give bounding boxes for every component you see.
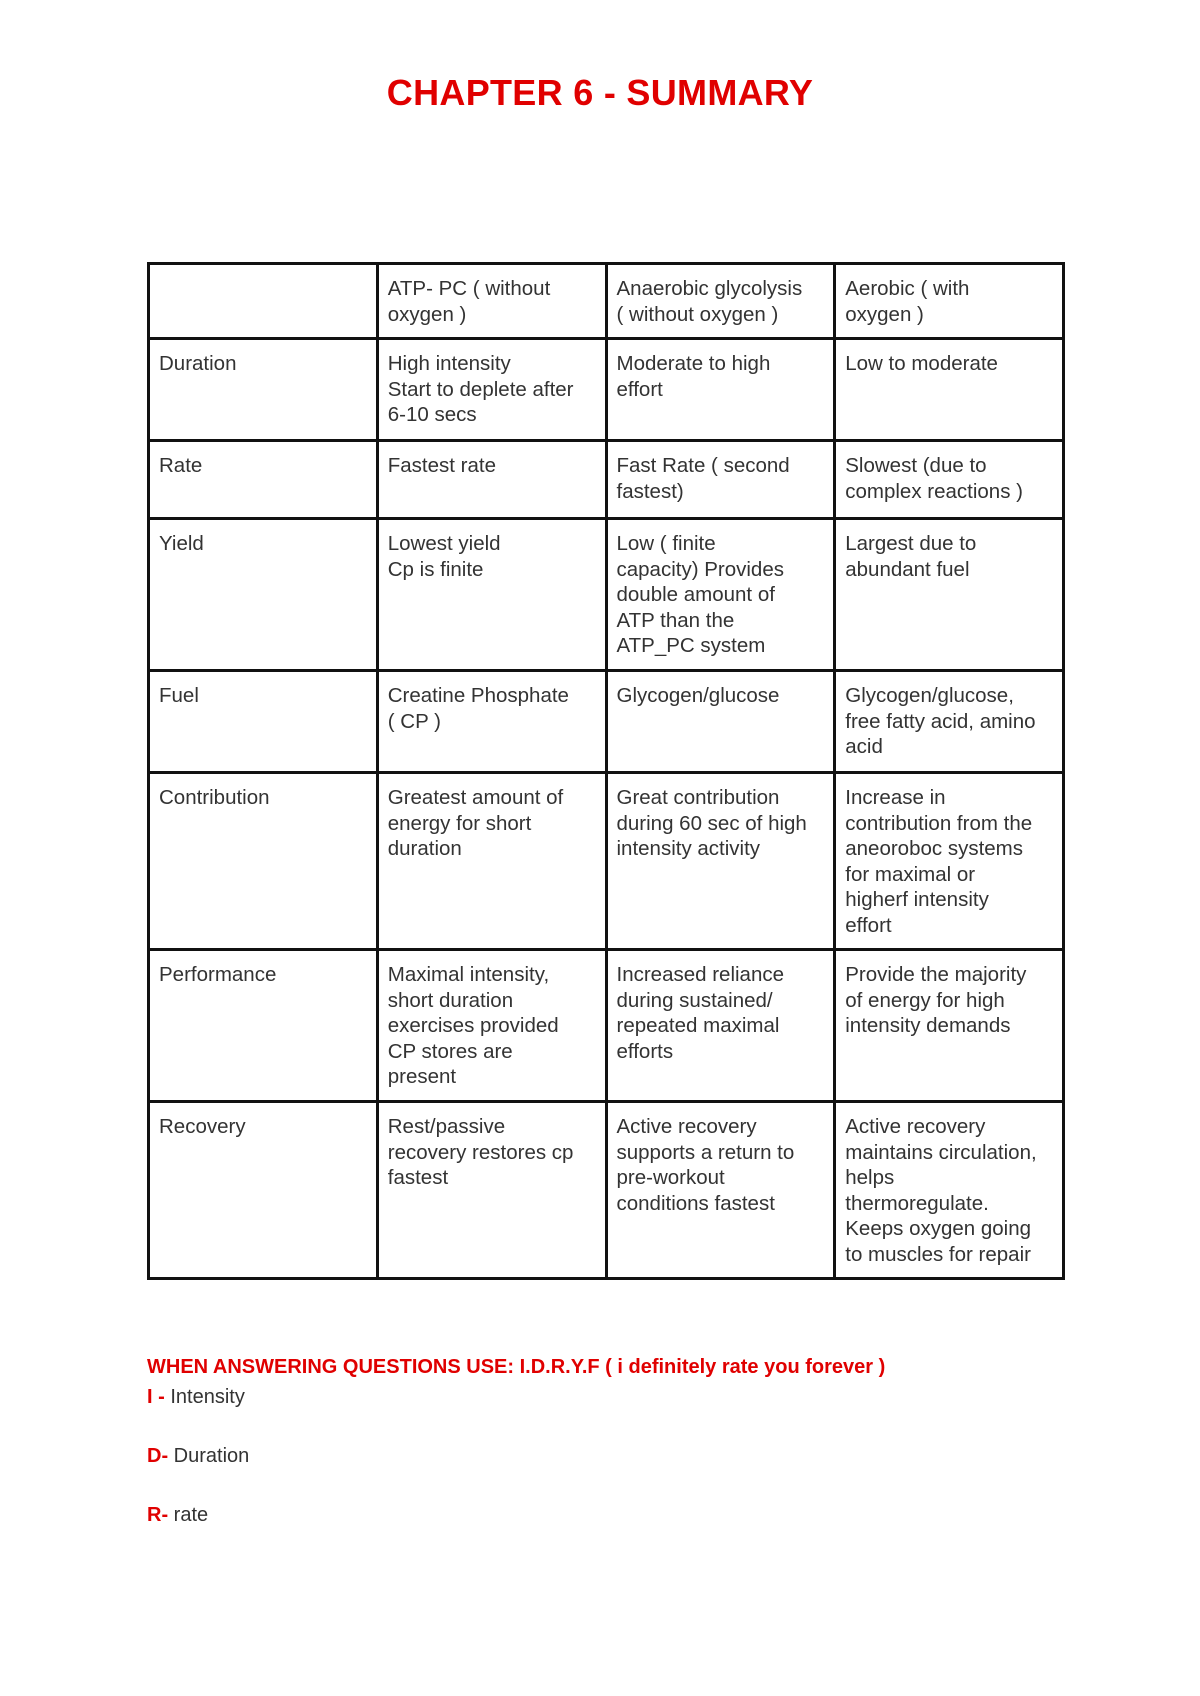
header-cell-empty <box>149 264 378 339</box>
table-cell: Great contribution during 60 sec of high intensity activity <box>606 773 835 950</box>
table-cell: Low ( finite capacity) Provides double amount of ATP than the ATP_PC system <box>606 519 835 671</box>
table-cell: Lowest yield Cp is finite <box>377 519 606 671</box>
table-cell: High intensity Start to deplete after 6-10 secs <box>377 339 606 441</box>
table-cell: Largest due to abundant fuel <box>835 519 1064 671</box>
row-label: Recovery <box>149 1102 378 1279</box>
table-cell: Slowest (due to complex reactions ) <box>835 441 1064 519</box>
table-cell: Active recovery maintains circulation, helps thermoregulate. Keeps oxygen going to muscles for repair <box>835 1102 1064 1279</box>
table-cell: Creatine Phosphate ( CP ) <box>377 671 606 773</box>
table-cell: Provide the majority of energy for high intensity demands <box>835 950 1064 1102</box>
table-cell: Increase in contribution from the aneoroboc systems for maximal or higherf intensity effort <box>835 773 1064 950</box>
mnemonic-section <box>147 1356 1097 1526</box>
table-cell: Fast Rate ( second fastest) <box>606 441 835 519</box>
mnemonic-letter: R- <box>147 1504 169 1526</box>
header-cell-anaerobic-glycolysis: Anaerobic glycolysis ( without oxygen ) <box>606 264 835 339</box>
mnemonic-item-rate <box>147 1504 208 1527</box>
table-row-recovery <box>149 1102 1064 1279</box>
table-row-yield <box>149 519 1064 671</box>
table-cell: Greatest amount of energy for short duration <box>377 773 606 950</box>
mnemonic-text: Intensity <box>164 1386 245 1408</box>
row-label: Fuel <box>149 671 378 773</box>
table-row-contribution <box>149 773 1064 950</box>
table-cell: Glycogen/glucose, free fatty acid, amino acid <box>835 671 1064 773</box>
mnemonic-heading: WHEN ANSWERING QUESTIONS USE: I.D.R.Y.F ( i definitely rate you forever ) <box>147 1356 886 1378</box>
header-cell-atp-pc: ATP- PC ( without oxygen ) <box>377 264 606 339</box>
table-row-rate <box>149 441 1064 519</box>
page-title: CHAPTER 6 - SUMMARY <box>386 72 814 113</box>
table-row-fuel <box>149 671 1064 773</box>
mnemonic-text: Duration <box>168 1445 250 1467</box>
table-cell: Active recovery supports a return to pre-workout conditions fastest <box>606 1102 835 1279</box>
mnemonic-letter: D- <box>147 1445 169 1467</box>
table-row-duration <box>149 339 1064 441</box>
header-cell-aerobic: Aerobic ( with oxygen ) <box>835 264 1064 339</box>
table-cell: Low to moderate <box>835 339 1064 441</box>
energy-systems-table <box>147 262 1065 1280</box>
table-cell: Rest/passive recovery restores cp fastest <box>377 1102 606 1279</box>
row-label: Performance <box>149 950 378 1102</box>
mnemonic-letter: I - <box>147 1386 165 1408</box>
row-label: Contribution <box>149 773 378 950</box>
row-label: Yield <box>149 519 378 671</box>
table-cell: Fastest rate <box>377 441 606 519</box>
mnemonic-item-duration <box>147 1445 249 1468</box>
table-header-row <box>149 264 1064 339</box>
table-cell: Glycogen/glucose <box>606 671 835 773</box>
mnemonic-text: rate <box>168 1504 209 1526</box>
table-cell: Moderate to high effort <box>606 339 835 441</box>
mnemonic-item-intensity <box>147 1386 245 1409</box>
row-label: Duration <box>149 339 378 441</box>
table-cell: Increased reliance during sustained/ repeated maximal efforts <box>606 950 835 1102</box>
row-label: Rate <box>149 441 378 519</box>
table-cell: Maximal intensity, short duration exercises provided CP stores are present <box>377 950 606 1102</box>
table-row-performance <box>149 950 1064 1102</box>
